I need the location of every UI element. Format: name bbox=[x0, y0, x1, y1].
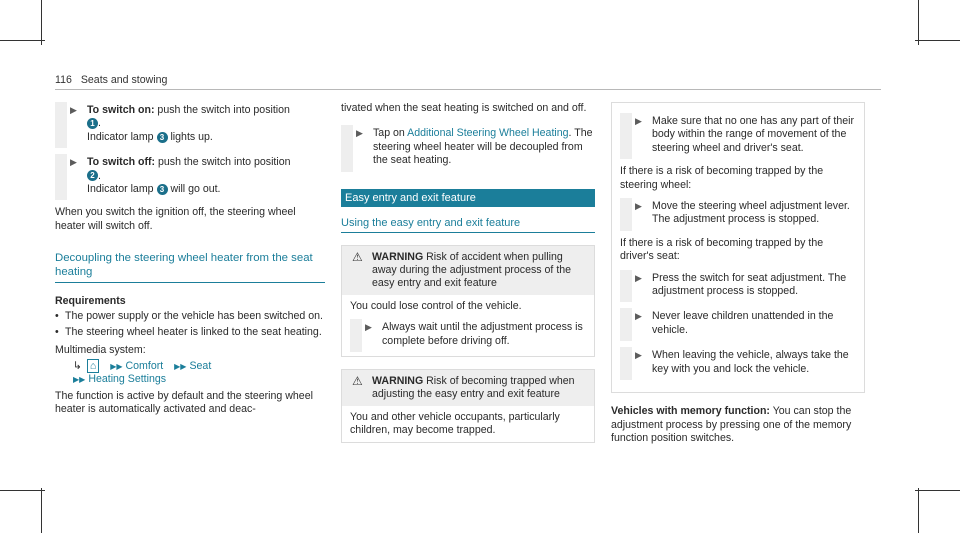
warning-header bbox=[342, 246, 594, 295]
memory-lead: Vehicles with memory function: bbox=[611, 405, 770, 418]
warning-text: Risk of becoming trapped when adjusting the easy entry and exit feature bbox=[372, 375, 575, 401]
indicator-badge: 3 bbox=[157, 132, 168, 143]
crop-mark bbox=[918, 488, 919, 533]
warning-label: WARNING bbox=[372, 375, 424, 388]
step-lead: To switch on: bbox=[87, 104, 155, 116]
path-chevron-icon: ▶▶ bbox=[110, 361, 123, 371]
list-item: • The steering wheel heater is linked to the seat heating. bbox=[55, 326, 325, 339]
warning-body-text: You and other vehicle occupants, particularly children, may become trapped. bbox=[350, 410, 560, 437]
warning-step bbox=[350, 319, 586, 352]
position-badge: 1 bbox=[87, 118, 98, 129]
warning-continuation-box bbox=[611, 102, 865, 393]
page-number: 116 bbox=[55, 74, 72, 86]
crop-mark bbox=[915, 490, 960, 491]
step-text: . The steering wheel heater will be decoupled from the seat heating. bbox=[373, 127, 593, 167]
section-banner: Easy entry and exit feature bbox=[341, 189, 595, 207]
menu-path bbox=[55, 360, 325, 387]
warning-body-text: You could lose control of the vehicle. bbox=[350, 299, 522, 312]
step-arrow-icon: ▶ bbox=[70, 105, 77, 115]
subheading: Using the easy entry and exit feature bbox=[341, 217, 595, 233]
step-text: push the switch into position bbox=[155, 156, 291, 169]
step-item bbox=[620, 198, 856, 231]
warning-box bbox=[341, 369, 595, 443]
step-switch-on bbox=[55, 102, 325, 148]
step-arrow-icon: ▶ bbox=[635, 116, 642, 126]
step-arrow-icon: ▶ bbox=[635, 201, 642, 212]
paragraph: tivated when the seat heating is switched on and off. bbox=[341, 102, 587, 114]
paragraph: The function is active by default and the steering wheel heater is automatically activated and deac- bbox=[55, 389, 313, 416]
section-title: Seats and stowing bbox=[80, 74, 168, 86]
paragraph: When you switch the ignition off, the steering wheel heater will switch off. bbox=[55, 206, 296, 232]
paragraph bbox=[611, 405, 865, 445]
warning-label: WARNING bbox=[372, 250, 424, 263]
step-text: Tap on bbox=[373, 127, 408, 140]
step-item bbox=[620, 347, 856, 380]
warning-header bbox=[342, 370, 594, 406]
step-text: Always wait until the adjustment process is complete before driving off. bbox=[382, 321, 583, 347]
paragraph: If there is a risk of becoming trapped by the driver's seat: bbox=[620, 236, 824, 263]
step-arrow-icon: ▶ bbox=[365, 322, 372, 333]
warning-triangle-icon: ⚠ bbox=[352, 249, 363, 264]
step-text: Move the steering wheel adjustment lever. The adjustment process is stopped. bbox=[652, 200, 850, 226]
menu-item-heating-settings[interactable]: Heating Settings bbox=[88, 373, 167, 386]
header-divider bbox=[55, 89, 881, 90]
requirements-list bbox=[55, 310, 325, 340]
step-text: lights up. bbox=[170, 130, 213, 143]
step-arrow-icon: ▶ bbox=[635, 350, 642, 361]
subheading: Decoupling the steering wheel heater from the seat heating bbox=[55, 251, 325, 283]
step-arrow-icon: ▶ bbox=[635, 311, 642, 322]
step-text: Press the switch for seat adjustment. The adjustment process is stopped. bbox=[652, 271, 847, 298]
indicator-badge: 3 bbox=[157, 184, 168, 195]
additional-steering-wheel-heating-link[interactable]: Additional Steering Wheel Heating bbox=[407, 127, 569, 140]
step-arrow-icon: ▶ bbox=[356, 128, 363, 139]
step-switch-off bbox=[55, 154, 325, 200]
step-text: Never leave children unattended in the vehicle. bbox=[652, 310, 834, 336]
position-badge: 2 bbox=[87, 170, 98, 181]
crop-mark bbox=[41, 0, 42, 45]
crop-mark bbox=[918, 0, 919, 45]
path-chevron-icon: ▶▶ bbox=[174, 361, 187, 371]
memory-text: You can stop the adjustment process by pressing one of the memory function position switches. bbox=[611, 405, 852, 444]
step-text: push the switch into position bbox=[154, 104, 290, 116]
warning-box bbox=[341, 245, 595, 357]
step-text: . bbox=[98, 169, 101, 182]
step-tap bbox=[341, 125, 595, 171]
page-header bbox=[55, 74, 167, 87]
step-item bbox=[620, 308, 856, 341]
crop-mark bbox=[0, 40, 45, 41]
crop-mark bbox=[915, 40, 960, 41]
step-text: will go out. bbox=[170, 183, 221, 196]
list-item: • The power supply or the vehicle has been switched on. bbox=[55, 310, 325, 323]
warning-body bbox=[342, 295, 594, 356]
warning-text: Risk of accident when pulling away during the adjustment process of the easy entry and exit feature bbox=[372, 250, 572, 290]
return-arrow-icon: ↳ bbox=[73, 359, 82, 372]
paragraph: If there is a risk of becoming trapped by the steering wheel: bbox=[620, 165, 824, 191]
requirements-title: Requirements bbox=[55, 295, 126, 308]
step-text: . bbox=[98, 117, 101, 130]
menu-item-comfort[interactable]: Comfort bbox=[125, 359, 164, 372]
step-item bbox=[620, 113, 856, 159]
step-lead: To switch off: bbox=[87, 156, 156, 169]
menu-item-seat[interactable]: Seat bbox=[189, 359, 212, 372]
step-text: Indicator lamp bbox=[87, 183, 154, 196]
step-arrow-icon: ▶ bbox=[635, 272, 642, 283]
multimedia-label: Multimedia system: bbox=[55, 344, 146, 357]
warning-triangle-icon: ⚠ bbox=[352, 374, 363, 389]
column-left bbox=[55, 102, 325, 423]
column-right bbox=[611, 102, 865, 451]
crop-mark bbox=[0, 490, 45, 491]
step-text: When leaving the vehicle, always take the key with you and lock the vehicle. bbox=[652, 349, 849, 375]
step-text: Make sure that no one has any part of their body within the range of movement of the steering wheel and driver's seat. bbox=[652, 115, 854, 154]
step-text: Indicator lamp bbox=[87, 130, 154, 143]
step-arrow-icon: ▶ bbox=[70, 157, 77, 168]
column-middle bbox=[341, 102, 595, 455]
crop-mark bbox=[41, 488, 42, 533]
path-chevron-icon: ▶▶ bbox=[73, 375, 86, 385]
warning-body bbox=[342, 406, 594, 442]
home-icon[interactable]: ⌂ bbox=[87, 359, 99, 373]
step-item bbox=[620, 270, 856, 303]
